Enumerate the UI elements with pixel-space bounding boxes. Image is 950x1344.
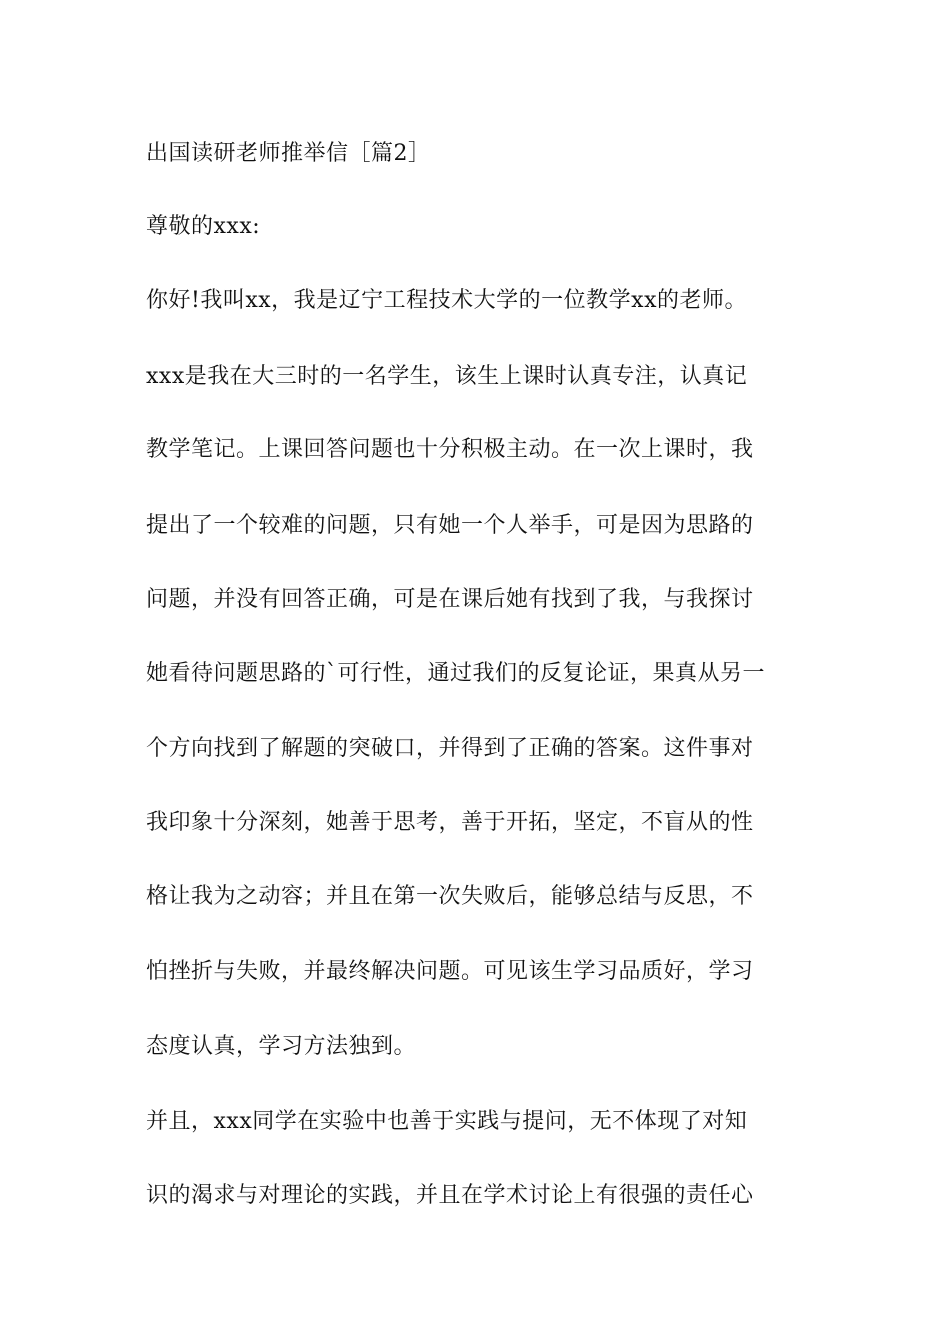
body-line: 识的渴求与对理论的实践，并且在学术讨论上有很强的责任心: [146, 1183, 754, 1208]
salutation: 尊敬的xxx:: [146, 214, 261, 239]
body-line: 你好!我叫xx，我是辽宁工程技术大学的一位教学xx的老师。: [146, 288, 747, 313]
document-title: 出国读研老师推举信［篇2］: [146, 141, 431, 166]
body-line: 问题，并没有回答正确，可是在课后她有找到了我，与我探讨: [146, 587, 754, 612]
body-line: 我印象十分深刻，她善于思考，善于开拓，坚定，不盲从的性: [146, 810, 754, 835]
body-line: 提出了一个较难的问题，只有她一个人举手，可是因为思路的: [146, 513, 754, 538]
body-line: 个方向找到了解题的突破口，并得到了正确的答案。这件事对: [146, 736, 754, 761]
body-line: 格让我为之动容；并且在第一次失败后，能够总结与反思，不: [146, 884, 754, 909]
body-line: xxx是我在大三时的一名学生，该生上课时认真专注，认真记: [146, 364, 748, 389]
body-line: 她看待问题思路的`可行性，通过我们的反复论证，果真从另一: [146, 661, 766, 686]
body-line: 怕挫折与失败，并最终解决问题。可见该生学习品质好，学习: [146, 959, 754, 984]
body-line: 教学笔记。上课回答问题也十分积极主动。在一次上课时，我: [146, 437, 754, 462]
body-line: 态度认真，学习方法独到。: [146, 1034, 417, 1059]
body-line: 并且，xxx同学在实验中也善于实践与提问，无不体现了对知: [146, 1109, 748, 1134]
